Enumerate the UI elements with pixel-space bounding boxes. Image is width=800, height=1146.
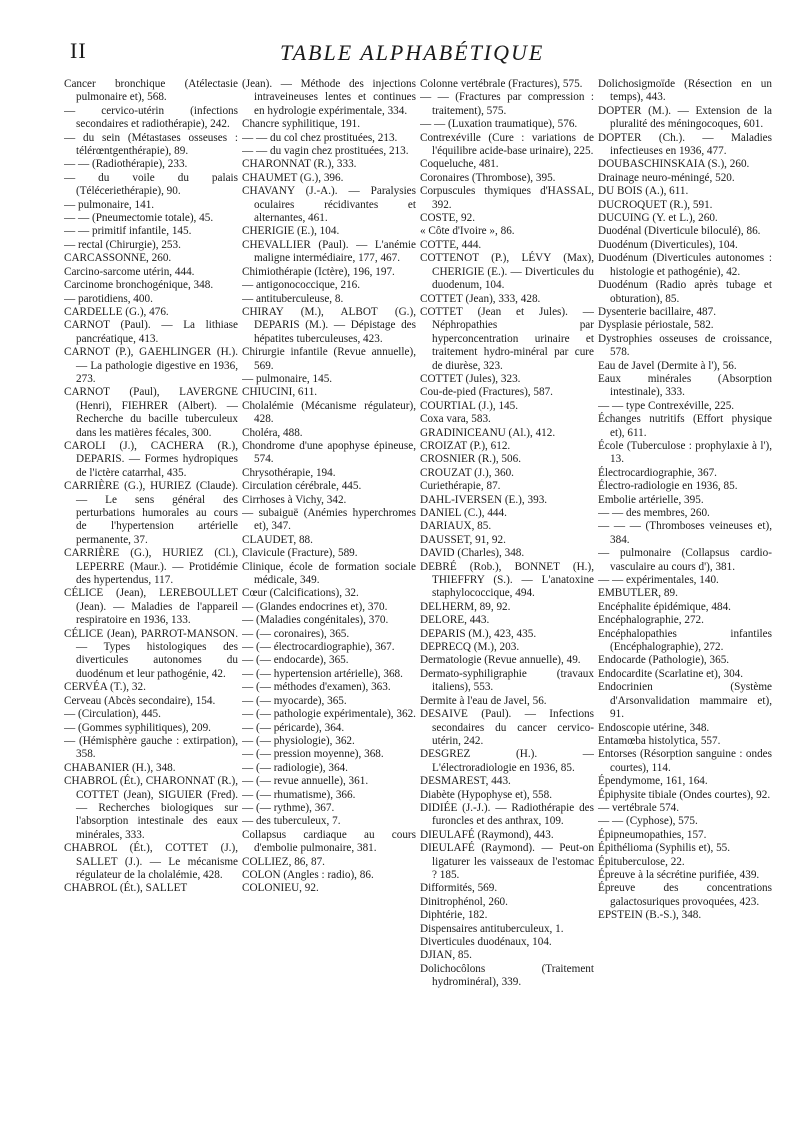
index-entry: CHAUMET (G.), 396. (242, 171, 344, 184)
index-entry: Carcino-sarcome utérin, 444. (64, 265, 195, 278)
index-entry: Épithélioma (Syphilis et), 55. (598, 842, 731, 855)
index-entry: Cœur (Calcifications), 32. (242, 587, 359, 600)
index-entry: Endocardite (Scarlatine et), 304. (598, 667, 744, 680)
index-entry: CARRIÈRE (G.), HURIEZ (Claude). — Le sens général des perturbations humorales au cours de l'hypertension artérielle permanente, 37. (64, 480, 238, 546)
index-entry: DELORE, 443. (420, 614, 490, 627)
index-entry: CHIRAY (M.), ALBOT (G.), DEPARIS (M.). — Dépistage des hépatites tuberculeuses, 423. (242, 305, 416, 345)
index-entry: Encéphalopathies infantiles (Encéphalographie), 272. (598, 627, 772, 654)
index-entry: CROIZAT (P.), 612. (420, 439, 511, 452)
page-header (0, 0, 800, 80)
index-entry: — — (Cyphose), 575. (598, 815, 698, 828)
index-entry: DARIAUX, 85. (420, 520, 492, 533)
index-entry: CHABROL (Ét.), CHARONNAT (R.), COTTET (Jean), SIGUIER (Fred). — Recherches biologiques sur l'absorption intestinale des eaux minérales, 333. (64, 775, 238, 841)
index-column-2 (242, 78, 416, 1132)
index-entry: CARDELLE (G.), 476. (64, 305, 169, 318)
index-entry: CARRIÈRE (G.), HURIEZ (Cl.), LEPERRE (Maur.). — Protidémie des hypertendus, 117. (64, 547, 238, 587)
index-entry: (Jean). — Méthode des injections intraveineuses lentes et continues en hydrologie expérimentale, 334. (242, 78, 416, 117)
index-entry: Difformités, 569. (420, 882, 498, 895)
index-entry: Dermite à l'eau de Javel, 56. (420, 694, 547, 707)
index-entry: Dysenterie bacillaire, 487. (598, 305, 717, 318)
index-entry: — pulmonaire, 145. (242, 372, 333, 385)
index-entry: Cirrhoses à Vichy, 342. (242, 493, 347, 506)
index-entry: COLONIEU, 92. (242, 882, 319, 895)
index-entry: CLAUDET, 88. (242, 533, 313, 546)
index-entry: — (Circulation), 445. (64, 708, 161, 721)
index-entry: Cerveau (Abcès secondaire), 154. (64, 694, 216, 707)
index-entry: — antigonococcique, 216. (242, 279, 361, 292)
index-entry: CÉLICE (Jean), LEREBOULLET (Jean). — Maladies de l'appareil respiratoire en 1936, 133. (64, 587, 238, 627)
index-entry: DEPARIS (M.), 423, 435. (420, 627, 537, 640)
index-entry: Électro-radiologie en 1936, 85. (598, 480, 738, 493)
index-entry: Échanges nutritifs (Effort physique et), 611. (598, 413, 772, 439)
index-entry: Duodénum (Radio après tubage et obturation), 85. (598, 279, 772, 305)
index-entry: — subaiguë (Anémies hyperchromes et), 347. (242, 507, 416, 533)
index-entry: COTTET (Jules), 323. (420, 372, 521, 385)
index-entry: COTTE, 444. (420, 238, 482, 251)
index-entry: Dinitrophénol, 260. (420, 895, 508, 908)
index-entry: CERVÉA (T.), 32. (64, 681, 146, 694)
index-entry: Électrocardiographie, 367. (598, 466, 717, 479)
index-entry: CHABANIER (H.), 348. (64, 761, 176, 774)
index-entry: DAUSSET, 91, 92. (420, 533, 506, 546)
index-entry: Cancer bronchique (Atélectasie pulmonaire et), 568. (64, 78, 238, 104)
index-entry: Chrysothérapie, 194. (242, 466, 336, 479)
index-entry: — du voile du palais (Téléceriethérapie), 90. (64, 171, 238, 198)
index-entry: DAVID (Charles), 348. (420, 547, 525, 560)
index-entry: — — des membres, 260. (598, 507, 710, 519)
index-entry: Coqueluche, 481. (420, 158, 499, 171)
index-entry: Embolie artérielle, 395. (598, 493, 704, 506)
index-entry: Dolichosigmoïde (Résection en un temps), 443. (598, 78, 772, 104)
index-entry: Dermato-syphiligraphie (travaux italiens), 553. (420, 667, 594, 694)
index-entry: — — (Fractures par compression : traitement), 575. (420, 91, 594, 117)
index-entry: DOPTER (Ch.). — Maladies infectieuses en 1936, 477. (598, 131, 772, 158)
index-entry: Clavicule (Fracture), 589. (242, 547, 358, 560)
index-entry: DEPRECQ (M.), 203. (420, 641, 520, 654)
index-entry: Duodénum (Diverticules autonomes : histologie et pathogénie), 42. (598, 252, 772, 278)
index-entry: CHAVANY (J.-A.). — Paralysies oculaires récidivantes et alternantes, 461. (242, 185, 416, 225)
index-entry: COURTIAL (J.), 145. (420, 399, 519, 412)
index-entry: GRADINICEANU (Al.), 412. (420, 426, 556, 439)
index-entry: DUCUING (Y. et L.), 260. (598, 212, 718, 225)
index-column-1 (64, 78, 238, 1132)
running-title: TABLE ALPHABÉTIQUE (280, 40, 545, 65)
index-entry: — — du vagin chez prostituées, 213. (242, 145, 409, 158)
index-entry: — (Glandes endocrines et), 370. (242, 600, 388, 613)
index-entry: Drainage neuro-méningé, 520. (598, 171, 735, 184)
index-entry: Carcinome bronchogénique, 348. (64, 279, 214, 292)
index-entry: Encéphalite épidémique, 484. (598, 600, 731, 613)
index-entry: Dermatologie (Revue annuelle), 49. (420, 654, 581, 667)
index-column-3 (420, 78, 594, 1132)
index-entry: DIEULAFÉ (Raymond), 443. (420, 828, 554, 841)
index-entry: Épreuve à la sécrétine purifiée, 439. (598, 868, 760, 881)
index-entry: Endocarde (Pathologie), 365. (598, 654, 730, 667)
index-entry: Encéphalographie, 272. (598, 614, 704, 627)
index-entry: Épendymome, 161, 164. (598, 775, 708, 788)
index-entry: « Côte d'Ivoire », 86. (420, 225, 515, 238)
index-entry: — antituberculeuse, 8. (242, 292, 344, 305)
index-entry: — (— pression moyenne), 368. (242, 748, 384, 761)
index-entry: — (— hypertension artérielle), 368. (242, 667, 403, 680)
index-entry: Eaux minérales (Absorption intestinale), 333. (598, 372, 772, 399)
index-entry: Cholalémie (Mécanisme régulateur), 428. (242, 399, 416, 426)
index-entry: Dispensaires antituberculeux, 1. (420, 922, 564, 935)
index-entry: — — expérimentales, 140. (598, 574, 719, 587)
index-entry: DESGREZ (H.). — L'électroradiologie en 1936, 85. (420, 748, 594, 774)
index-entry: CROSNIER (R.), 506. (420, 453, 522, 466)
index-entry: DAHL-IVERSEN (E.), 393. (420, 493, 548, 506)
index-entry: Entorses (Résorption sanguine : ondes courtes), 114. (598, 748, 772, 774)
index-entry: Dysplasie périostale, 582. (598, 319, 714, 332)
index-entry: DANIEL (C.), 444. (420, 507, 507, 519)
index-entry: — (— électrocardiographie), 367. (242, 641, 395, 654)
index-entry: Diverticules duodénaux, 104. (420, 936, 552, 948)
index-entry: Épipneumopathies, 157. (598, 828, 707, 841)
index-entry: — — (Luxation traumatique), 576. (420, 118, 578, 131)
index-entry: Chancre syphilitique, 191. (242, 118, 361, 131)
index-entry: COTTET (Jean et Jules). — Néphropathies par hyperconcentration urinaire et traitement hydro-minéral par cure de diurèse, 323. (420, 305, 594, 372)
index-entry: Endoscopie utérine, 348. (598, 721, 710, 734)
index-entry: — (— radiologie), 364. (242, 761, 348, 774)
index-entry: Collapsus cardiaque au cours d'embolie pulmonaire, 381. (242, 828, 416, 855)
index-entry: Diphtérie, 182. (420, 909, 488, 922)
index-columns (64, 78, 772, 1132)
index-entry: — parotidiens, 400. (64, 292, 153, 305)
index-entry: Chirurgie infantile (Revue annuelle), 569. (242, 346, 416, 372)
index-entry: COLON (Angles : radio), 86. (242, 868, 374, 881)
index-entry: CHIUCINI, 611. (242, 386, 318, 399)
index-entry: — (— myocarde), 365. (242, 694, 347, 707)
index-entry: — — type Contrexéville, 225. (598, 399, 735, 412)
index-entry: — — — (Thromboses veineuses et), 384. (598, 520, 772, 546)
index-entry: — rectal (Chirurgie), 253. (64, 238, 181, 251)
index-entry: CARNOT (Paul). — La lithiase pancréatique, 413. (64, 319, 238, 345)
index-entry: COTTENOT (P.), LÉVY (Max), CHERIGIE (E.). — Diverticules du duodenum, 104. (420, 252, 594, 292)
index-entry: CARCASSONNE, 260. (64, 252, 172, 265)
index-entry: DEBRÉ (Rob.), BONNET (H.), THIEFFRY (S.). — L'anatoxine staphylococcique, 494. (420, 560, 594, 600)
index-entry: Duodénal (Diverticule biloculé), 86. (598, 225, 761, 238)
index-entry: — (— péricarde), 364. (242, 721, 345, 734)
index-entry: CHABROL (Ét.), SALLET (64, 882, 188, 895)
index-entry: — pulmonaire, 141. (64, 198, 155, 211)
index-entry: Dolichocôlons (Traitement hydrominéral), 339. (420, 962, 594, 989)
index-entry: — — (Radiothérapie), 233. (64, 158, 188, 171)
index-entry: DOPTER (M.). — Extension de la pluralité des méningocoques, 601. (598, 104, 772, 131)
index-entry: — (— rhumatisme), 366. (242, 788, 356, 801)
index-entry: Cou-de-pied (Fractures), 587. (420, 386, 553, 399)
index-entry: COLLIEZ, 86, 87. (242, 855, 325, 868)
index-entry: — — du col chez prostituées, 213. (242, 131, 398, 144)
index-entry: CAROLI (J.), CACHERA (R.), DEPARIS. — Formes hydropiques de l'ictère catarrhal, 435. (64, 439, 238, 479)
index-entry: Choléra, 488. (242, 426, 303, 439)
index-entry: Clinique, école de formation sociale médicale, 349. (242, 560, 416, 587)
index-entry: Chondrome d'une apophyse épineuse, 574. (242, 439, 416, 466)
index-entry: — (Maladies congénitales), 370. (242, 614, 389, 627)
index-entry: COTTET (Jean), 333, 428. (420, 292, 541, 305)
index-entry: Eau de Javel (Dermite à l'), 56. (598, 359, 737, 372)
index-entry: CHARONNAT (R.), 333. (242, 158, 357, 171)
index-entry: COSTE, 92. (420, 212, 476, 225)
index-entry: École (Tuberculose : prophylaxie à l'), 13. (598, 439, 772, 466)
index-entry: — (Hémisphère gauche : extirpation), 358. (64, 734, 238, 761)
index-entry: Chimiothérapie (Ictère), 196, 197. (242, 265, 395, 278)
index-entry: — (— pathologie expérimentale), 362. (242, 708, 416, 721)
index-entry: CHABROL (Ét.), COTTET (J.), SALLET (J.). — Le mécanisme régulateur de la cholalémie, 428. (64, 842, 238, 881)
index-entry: Épiphysite tibiale (Ondes courtes), 92. (598, 788, 771, 801)
index-entry: Coxa vara, 583. (420, 413, 491, 426)
index-entry: DU BOIS (A.), 611. (598, 185, 689, 198)
index-entry: Curiethérapie, 87. (420, 480, 501, 493)
index-entry: — (— rythme), 367. (242, 801, 335, 814)
index-entry: — (— coronaires), 365. (242, 627, 350, 640)
index-entry: DELHERM, 89, 92. (420, 600, 511, 613)
index-entry: Entamœba histolytica, 557. (598, 734, 721, 747)
index-entry: Circulation cérébrale, 445. (242, 480, 362, 493)
index-entry: CHEVALLIER (Paul). — L'anémie maligne intermédiaire, 177, 467. (242, 238, 416, 265)
index-entry: — (— physiologie), 362. (242, 734, 355, 747)
index-entry: — pulmonaire (Collapsus cardio-vasculaire au cours d'), 381. (598, 547, 772, 573)
index-entry: — (— endocarde), 365. (242, 654, 349, 667)
index-entry: DUCROQUET (R.), 591. (598, 198, 713, 211)
index-entry: — cervico-utérin (infections secondaires et radiothérapie), 242. (64, 104, 238, 131)
index-entry: CHERIGIE (E.), 104. (242, 225, 340, 238)
index-entry: Colonne vertébrale (Fractures), 575. (420, 78, 583, 90)
index-entry: — (— méthodes d'examen), 363. (242, 681, 391, 694)
index-entry: Épreuve des concentrations galactosuriques provoquées, 423. (598, 882, 772, 908)
index-entry: Contrexéville (Cure : variations de l'équilibre acide-base urinaire), 225. (420, 131, 594, 158)
index-column-4 (598, 78, 772, 1132)
index-entry: — du sein (Métastases osseuses : télérœntgenthérapie), 89. (64, 131, 238, 158)
index-entry: DIDIÉE (J.-J.). — Radiothérapie des furoncles et des anthrax, 109. (420, 801, 594, 828)
index-entry: — (Gommes syphilitiques), 209. (64, 721, 211, 734)
index-entry: CROUZAT (J.), 360. (420, 466, 514, 479)
index-entry: EMBUTLER, 89. (598, 587, 678, 600)
index-entry: Épituberculose, 22. (598, 855, 685, 868)
index-entry: — — primitif infantile, 145. (64, 225, 192, 238)
index-entry: DIEULAFÉ (Raymond). — Peut-on ligaturer les vaisseaux de l'estomac ? 185. (420, 842, 594, 881)
index-entry: CARNOT (Paul), LAVERGNE (Henri), FIEHRER (Albert). — Recherche du bacille tuberculeux dans les matières fécales, 300. (64, 386, 238, 439)
index-entry: Corpuscules thymiques d'HASSAL, 392. (420, 185, 594, 211)
index-entry: DESAIVE (Paul). — Infections secondaires du cancer cervico-utérin, 242. (420, 708, 594, 747)
index-entry: Coronaires (Thrombose), 395. (420, 171, 556, 184)
index-entry: DOUBASCHINSKAIA (S.), 260. (598, 158, 750, 171)
index-entry: — — (Pneumectomie totale), 45. (64, 212, 214, 225)
index-entry: — des tuberculeux, 7. (242, 815, 341, 828)
index-entry: Duodénum (Diverticules), 104. (598, 238, 738, 251)
index-entry: — vertébrale 574. (598, 801, 680, 814)
index-entry: Endocrinien (Système d'Arsonvalidation mammaire et), 91. (598, 681, 772, 721)
index-entry: Dystrophies osseuses de croissance, 578. (598, 332, 772, 359)
page-number: II (70, 38, 87, 63)
index-entry: DESMAREST, 443. (420, 775, 511, 788)
index-entry: EPSTEIN (B.-S.), 348. (598, 909, 702, 922)
index-entry: — (— revue annuelle), 361. (242, 775, 369, 788)
index-entry: CARNOT (P.), GAEHLINGER (H.). — La pathologie digestive en 1936, 273. (64, 346, 238, 385)
index-entry: DJIAN, 85. (420, 949, 472, 962)
index-entry: CÉLICE (Jean), PARROT-MANSON. — Types histologiques des diverticules autonomes du duodénum et leur pathogénie, 42. (64, 627, 238, 680)
index-entry: Diabète (Hypophyse et), 558. (420, 788, 553, 801)
